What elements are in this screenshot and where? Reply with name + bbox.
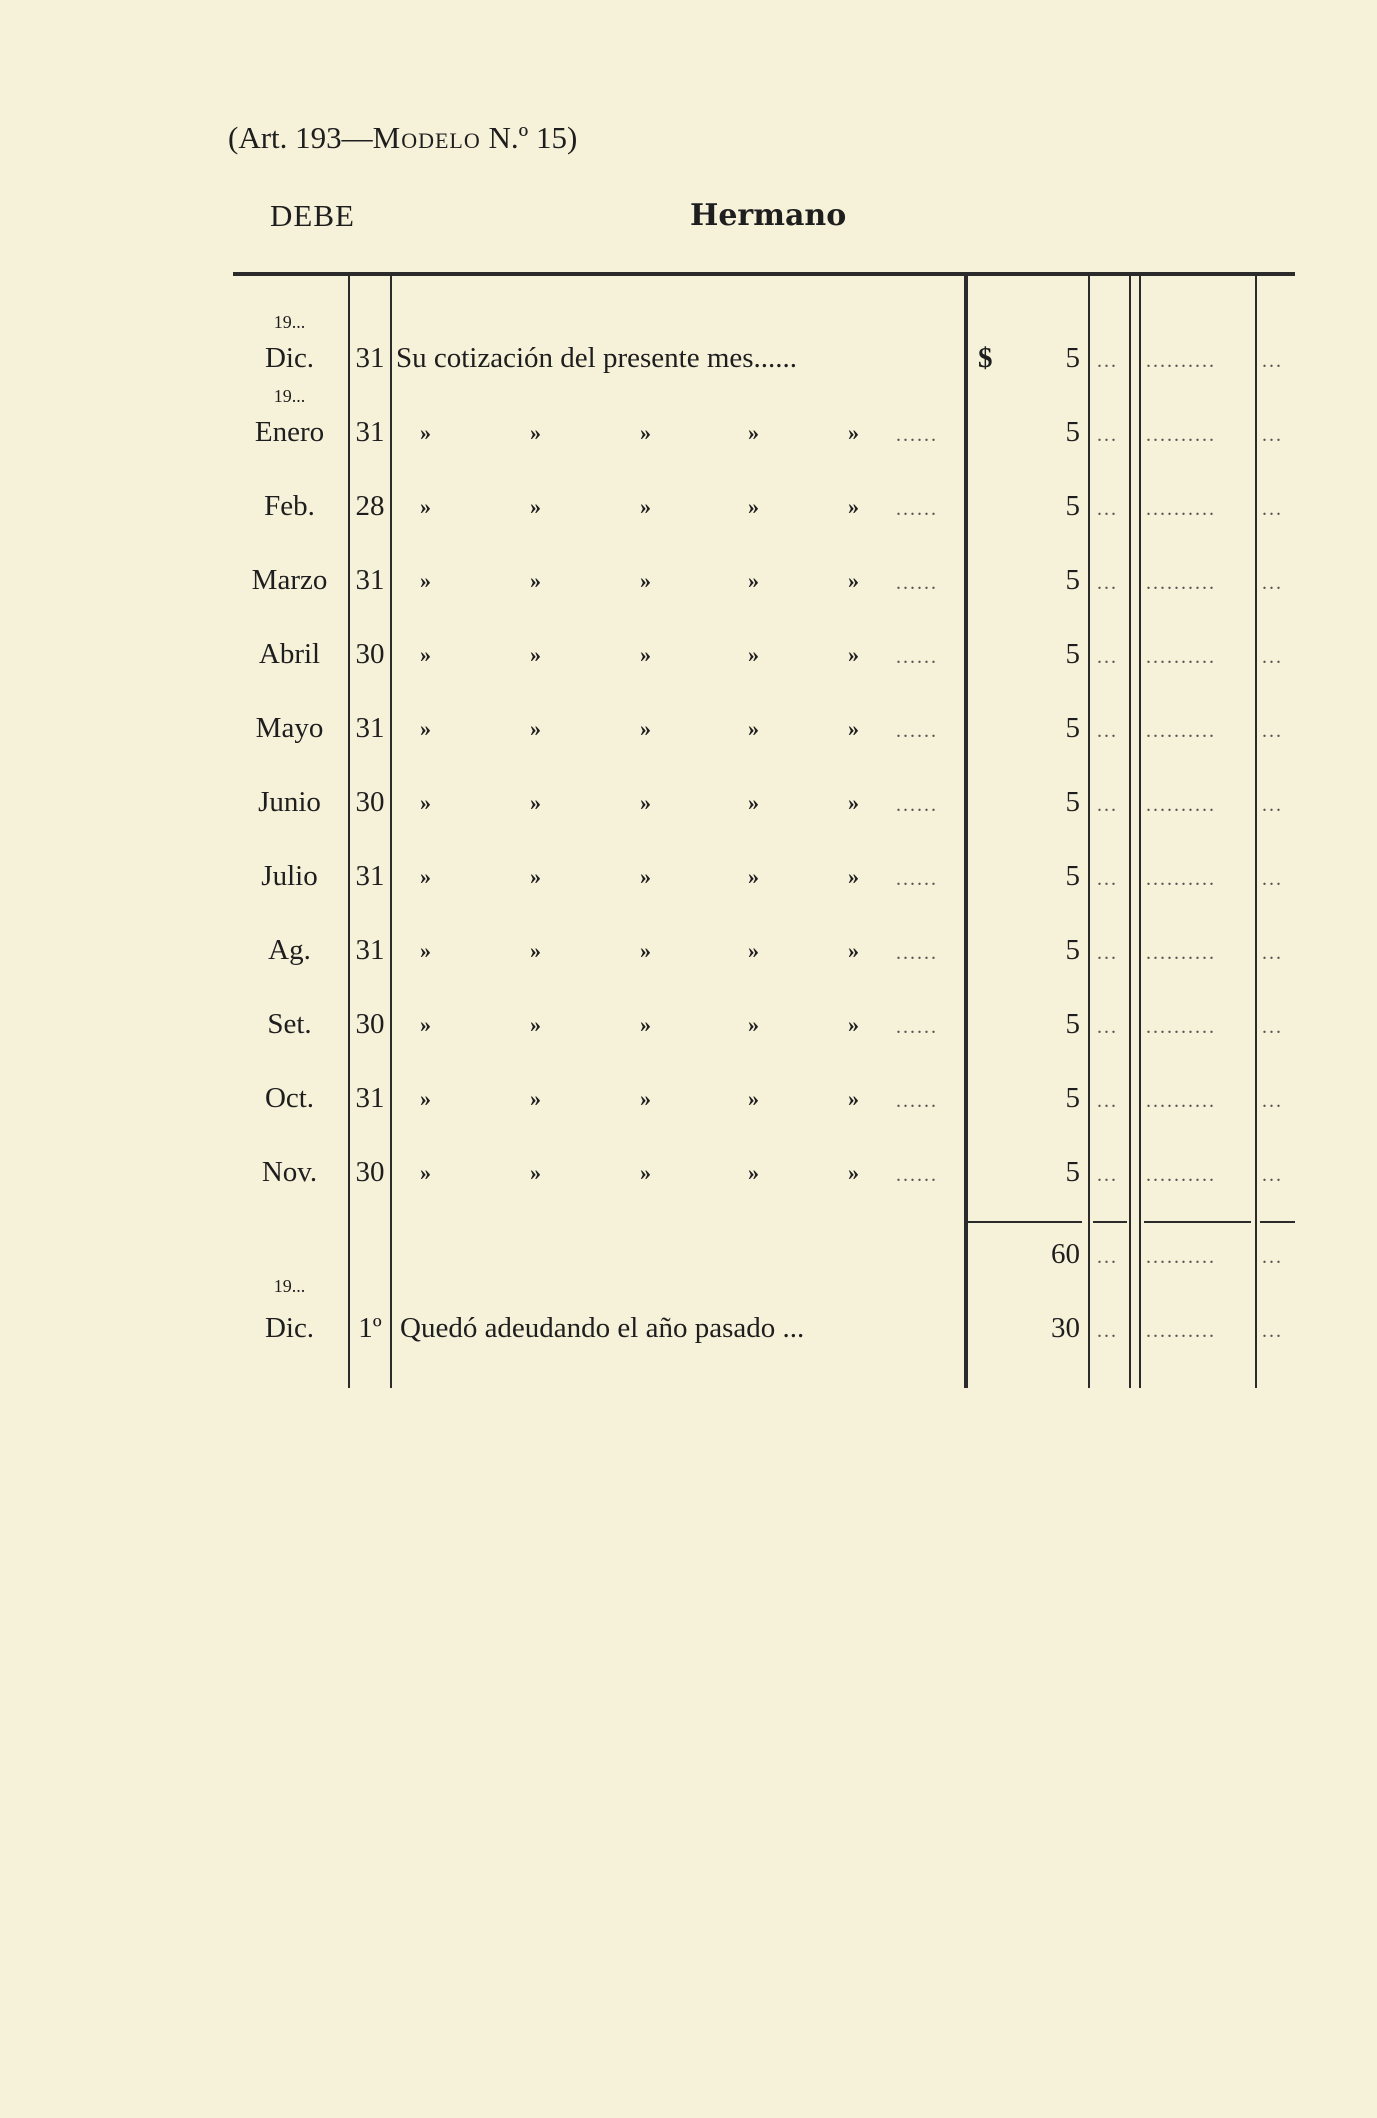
row-cents-dots: ... [1097,498,1118,520]
row-second-dots: .......... [1146,720,1216,742]
column-rule-day [390,276,392,1388]
row-leader-dots: ...... [896,498,938,520]
ditto-mark: » [848,938,859,963]
row-leader-dots: ...... [896,1090,938,1112]
row-margin-dots: ... [1262,1090,1283,1112]
total-cents-dots: ... [1097,1246,1118,1268]
row-margin-dots: ... [1262,720,1283,742]
sum-rule-second [1144,1221,1251,1223]
row-margin-dots: ... [1262,646,1283,668]
ditto-mark: » [640,864,651,889]
row-amount: 5 [1065,934,1080,966]
currency-symbol: $ [978,342,993,374]
row-margin-dots: ... [1262,424,1283,446]
row-day: 28 [355,490,385,522]
ditto-mark: » [848,864,859,889]
ditto-mark: » [748,938,759,963]
sum-rule-amount [968,1221,1082,1223]
row-leader-dots: ...... [896,646,938,668]
row-cents-dots: ... [1097,794,1118,816]
row-leader-dots: ...... [896,424,938,446]
total-margin-dots: ... [1262,1246,1283,1268]
row-month: Set. [267,1008,312,1040]
row-amount: 5 [1065,712,1080,744]
row-day: 31 [355,934,385,966]
ditto-mark: » [530,1160,541,1185]
row-second-dots: .......... [1146,942,1216,964]
ditto-mark: » [530,716,541,741]
model-reference [228,120,577,156]
row-leader-dots: ...... [896,572,938,594]
reference-close: N.º 15) [480,120,578,155]
row-margin-dots: ... [1262,794,1283,816]
ditto-mark: » [640,420,651,445]
ditto-mark: » [748,642,759,667]
column-rule-second-b [1139,276,1141,1388]
row-margin-dots: ... [1262,350,1283,372]
ditto-mark: » [420,568,431,593]
column-rule-second-cents [1255,276,1257,1388]
final-row-month: Dic. [264,1312,315,1344]
row-day: 31 [355,860,385,892]
ditto-mark: » [848,420,859,445]
row-cents-dots: ... [1097,350,1118,372]
ditto-mark: » [530,568,541,593]
row-second-dots: .......... [1146,794,1216,816]
ditto-mark: » [748,494,759,519]
final-row-description: Quedó adeudando el año pasado ... [400,1312,805,1344]
row-second-dots: .......... [1146,424,1216,446]
row-day: 31 [355,564,385,596]
row-second-dots: .......... [1146,572,1216,594]
row-day: 31 [355,1082,385,1114]
row-cents-dots: ... [1097,720,1118,742]
row-month: Julio [261,860,318,892]
ditto-mark: » [420,642,431,667]
final-row-amount: 30 [1051,1312,1080,1344]
row-day: 30 [355,1156,385,1188]
row-amount: 5 [1065,786,1080,818]
row-second-dots: .......... [1146,868,1216,890]
ditto-mark: » [748,716,759,741]
row-leader-dots: ...... [896,794,938,816]
ditto-mark: » [848,790,859,815]
ditto-mark: » [420,1086,431,1111]
ditto-mark: » [640,1086,651,1111]
row-amount: 5 [1065,416,1080,448]
ditto-mark: » [420,938,431,963]
ditto-mark: » [748,790,759,815]
ditto-mark: » [530,642,541,667]
ditto-mark: » [640,938,651,963]
ditto-mark: » [640,1160,651,1185]
final-row-cents-dots: ... [1097,1320,1118,1342]
row-margin-dots: ... [1262,942,1283,964]
ditto-mark: » [530,790,541,815]
ditto-mark: » [748,420,759,445]
ditto-mark: » [848,568,859,593]
ditto-mark: » [530,1086,541,1111]
ditto-mark: » [420,1012,431,1037]
ditto-mark: » [530,494,541,519]
row-amount: 5 [1065,490,1080,522]
row-amount: 5 [1065,1156,1080,1188]
row-month: Abril [258,638,321,670]
row-margin-dots: ... [1262,1164,1283,1186]
row-amount: 5 [1065,1082,1080,1114]
ditto-mark: » [420,864,431,889]
reference-open: (Art. 193— [228,120,373,155]
row-month: Mayo [255,712,324,744]
row-leader-dots: ...... [896,1016,938,1038]
row-leader-dots: ...... [896,1164,938,1186]
row-day: 31 [355,712,385,744]
row-cents-dots: ... [1097,1164,1118,1186]
ditto-mark: » [748,1160,759,1185]
row-margin-dots: ... [1262,572,1283,594]
reference-model: Modelo [372,120,481,155]
ditto-mark: » [848,1160,859,1185]
row-margin-dots: ... [1262,498,1283,520]
ditto-mark: » [748,1012,759,1037]
row-second-dots: .......... [1146,498,1216,520]
row-margin-dots: ... [1262,868,1283,890]
ditto-mark: » [848,716,859,741]
row-cents-dots: ... [1097,424,1118,446]
ditto-mark: » [530,938,541,963]
row-month: Nov. [261,1156,318,1188]
row-year: 19... [273,386,306,406]
total-amount: 60 [1051,1238,1080,1270]
ditto-mark: » [420,790,431,815]
row-day: 30 [355,1008,385,1040]
row-second-dots: .......... [1146,1164,1216,1186]
row-amount: 5 [1065,342,1080,374]
row-month: Junio [258,786,321,818]
row-second-dots: .......... [1146,1016,1216,1038]
ditto-mark: » [640,1012,651,1037]
ditto-mark: » [420,420,431,445]
ditto-mark: » [530,1012,541,1037]
ditto-mark: » [848,642,859,667]
row-month: Oct. [264,1082,315,1114]
ditto-mark: » [748,864,759,889]
row-day: 30 [355,786,385,818]
row-month: Ag. [268,934,311,966]
ditto-mark: » [640,568,651,593]
debe-heading: DEBE [270,198,355,233]
row-cents-dots: ... [1097,1016,1118,1038]
ditto-mark: » [530,420,541,445]
ditto-mark: » [640,642,651,667]
ditto-mark: » [530,864,541,889]
row-margin-dots: ... [1262,1016,1283,1038]
row-leader-dots: ...... [896,942,938,964]
row-amount: 5 [1065,1008,1080,1040]
row-cents-dots: ... [1097,868,1118,890]
row-cents-dots: ... [1097,572,1118,594]
row-second-dots: .......... [1146,350,1216,372]
final-row-margin-dots: ... [1262,1320,1283,1342]
row-month: Marzo [251,564,328,596]
ditto-mark: » [848,1086,859,1111]
row-description: Su cotización del presente mes...... [396,342,798,374]
row-year: 19... [273,312,306,332]
ditto-mark: » [848,1012,859,1037]
sum-rule-second-cents [1260,1221,1295,1223]
ditto-mark: » [748,568,759,593]
row-second-dots: .......... [1146,646,1216,668]
total-second-dots: .......... [1146,1246,1216,1268]
ditto-mark: » [420,716,431,741]
final-row-second-dots: .......... [1146,1320,1216,1342]
final-row-year: 19... [273,1276,306,1296]
row-amount: 5 [1065,564,1080,596]
row-day: 31 [355,416,385,448]
ditto-mark: » [748,1086,759,1111]
ditto-mark: » [640,494,651,519]
ditto-mark: » [420,494,431,519]
row-cents-dots: ... [1097,1090,1118,1112]
row-month: Enero [254,416,325,448]
row-month: Dic. [264,342,315,374]
row-second-dots: .......... [1146,1090,1216,1112]
row-amount: 5 [1065,860,1080,892]
sum-rule-cents [1093,1221,1127,1223]
column-rule-second-a [1129,276,1131,1388]
row-day: 30 [355,638,385,670]
row-day: 31 [355,342,385,374]
row-leader-dots: ...... [896,868,938,890]
page-title: Hermano [690,198,847,233]
column-rule-cents [1088,276,1090,1388]
row-cents-dots: ... [1097,942,1118,964]
ditto-mark: » [420,1160,431,1185]
ditto-mark: » [640,716,651,741]
ditto-mark: » [848,494,859,519]
table-top-rule [233,272,1295,276]
ditto-mark: » [640,790,651,815]
row-month: Feb. [264,490,315,522]
row-leader-dots: ...... [896,720,938,742]
row-amount: 5 [1065,638,1080,670]
row-cents-dots: ... [1097,646,1118,668]
final-row-day: 1º [358,1312,382,1344]
